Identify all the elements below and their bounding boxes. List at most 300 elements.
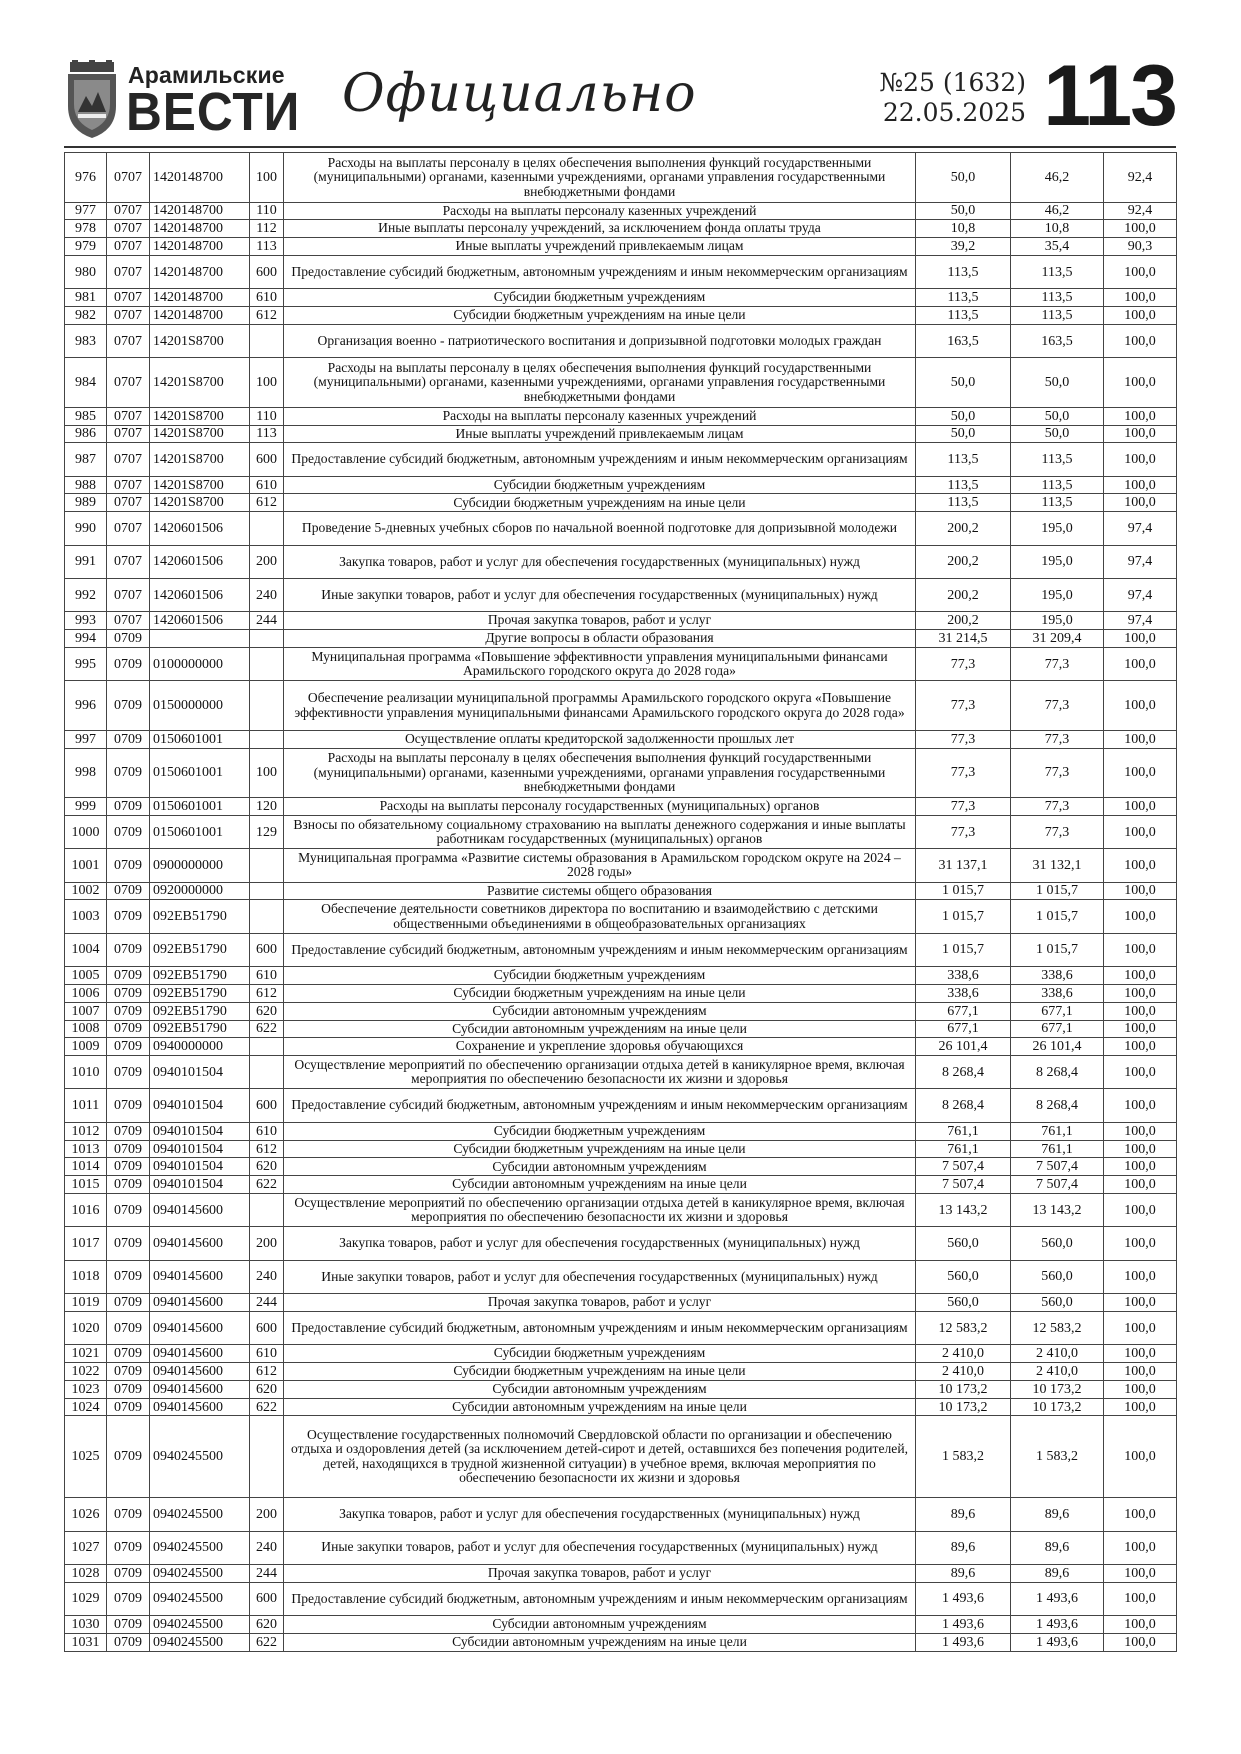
expense-type: 600 (250, 255, 284, 288)
table-row (65, 630, 1177, 648)
row-number: 1008 (65, 1020, 107, 1038)
row-number: 1031 (65, 1633, 107, 1651)
item-name: Предоставление субсидий бюджетным, автономным учреждениям и иным некоммерческим организациям (284, 1582, 916, 1615)
expense-type: 113 (250, 425, 284, 443)
executed-amount: 89,6 (1011, 1498, 1104, 1531)
planned-amount: 77,3 (916, 730, 1011, 748)
section-code: 0709 (107, 1020, 150, 1038)
execution-percent: 100,0 (1104, 984, 1177, 1002)
section-code: 0709 (107, 1564, 150, 1582)
executed-amount: 46,2 (1011, 153, 1104, 203)
table-row (65, 1294, 1177, 1312)
executed-amount: 50,0 (1011, 425, 1104, 443)
executed-amount: 2 410,0 (1011, 1345, 1104, 1363)
execution-percent: 100,0 (1104, 1194, 1177, 1227)
planned-amount: 560,0 (916, 1294, 1011, 1312)
expense-type: 244 (250, 1564, 284, 1582)
executed-amount: 560,0 (1011, 1227, 1104, 1260)
planned-amount: 8 268,4 (916, 1089, 1011, 1122)
expense-type: 244 (250, 1294, 284, 1312)
expense-type (250, 647, 284, 680)
section-code: 0709 (107, 681, 150, 731)
item-name: Субсидии бюджетным учреждениям (284, 1345, 916, 1363)
table-row (65, 933, 1177, 966)
issue-number: №25 (1632) (879, 68, 1026, 97)
execution-percent: 100,0 (1104, 882, 1177, 900)
section-code: 0709 (107, 1531, 150, 1564)
planned-amount: 200,2 (916, 612, 1011, 630)
target-article: 0940245500 (150, 1531, 250, 1564)
executed-amount: 77,3 (1011, 647, 1104, 680)
section-code: 0707 (107, 425, 150, 443)
target-article: 092ЕВ51790 (150, 1002, 250, 1020)
planned-amount: 200,2 (916, 578, 1011, 611)
item-name: Субсидии бюджетным учреждениям (284, 1122, 916, 1140)
execution-percent: 100,0 (1104, 1056, 1177, 1089)
table-row (65, 1002, 1177, 1020)
target-article: 1420148700 (150, 153, 250, 203)
item-name: Субсидии бюджетным учреждениям на иные цели (284, 984, 916, 1002)
executed-amount: 195,0 (1011, 578, 1104, 611)
masthead (64, 48, 1176, 144)
planned-amount: 677,1 (916, 1002, 1011, 1020)
section-code: 0709 (107, 967, 150, 985)
target-article: 1420601506 (150, 612, 250, 630)
expense-type: 622 (250, 1398, 284, 1416)
section-code: 0707 (107, 307, 150, 325)
row-number: 1001 (65, 849, 107, 882)
row-number: 993 (65, 612, 107, 630)
planned-amount: 50,0 (916, 202, 1011, 220)
table-row (65, 1194, 1177, 1227)
row-number: 1012 (65, 1122, 107, 1140)
section-code: 0707 (107, 324, 150, 357)
executed-amount: 77,3 (1011, 815, 1104, 848)
executed-amount: 113,5 (1011, 307, 1104, 325)
expense-type (250, 1416, 284, 1498)
target-article: 092ЕВ51790 (150, 984, 250, 1002)
row-number: 1026 (65, 1498, 107, 1531)
expense-type: 612 (250, 307, 284, 325)
expense-type: 113 (250, 238, 284, 256)
executed-amount: 77,3 (1011, 681, 1104, 731)
item-name: Прочая закупка товаров, работ и услуг (284, 612, 916, 630)
row-number: 996 (65, 681, 107, 731)
executed-amount: 31 209,4 (1011, 630, 1104, 648)
row-number: 979 (65, 238, 107, 256)
table-row (65, 1416, 1177, 1498)
item-name: Осуществление мероприятий по обеспечению организации отдыха детей в каникулярное время, включая мероприятия по обеспечению безопасности их жизни и здоровья (284, 1194, 916, 1227)
table-row (65, 1582, 1177, 1615)
table-row (65, 545, 1177, 578)
row-number: 989 (65, 494, 107, 512)
budget-table-container (64, 152, 1176, 1652)
execution-percent: 90,3 (1104, 238, 1177, 256)
execution-percent: 100,0 (1104, 647, 1177, 680)
executed-amount: 113,5 (1011, 289, 1104, 307)
item-name: Закупка товаров, работ и услуг для обеспечения государственных (муниципальных) нужд (284, 545, 916, 578)
table-row (65, 849, 1177, 882)
planned-amount: 761,1 (916, 1140, 1011, 1158)
item-name: Муниципальная программа «Развитие системы образования в Арамильском городском округе на 2024 – 2028 годы» (284, 849, 916, 882)
executed-amount: 338,6 (1011, 984, 1104, 1002)
table-row (65, 358, 1177, 408)
planned-amount: 113,5 (916, 476, 1011, 494)
section-code: 0707 (107, 612, 150, 630)
table-row (65, 1616, 1177, 1634)
section-code: 0709 (107, 1345, 150, 1363)
row-number: 1017 (65, 1227, 107, 1260)
execution-percent: 100,0 (1104, 1380, 1177, 1398)
item-name: Расходы на выплаты персоналу казенных учреждений (284, 407, 916, 425)
planned-amount: 7 507,4 (916, 1158, 1011, 1176)
executed-amount: 46,2 (1011, 202, 1104, 220)
expense-type: 244 (250, 612, 284, 630)
section-code: 0707 (107, 358, 150, 408)
expense-type (250, 681, 284, 731)
item-name: Иные закупки товаров, работ и услуг для обеспечения государственных (муниципальных) нужд (284, 578, 916, 611)
item-name: Предоставление субсидий бюджетным, автономным учреждениям и иным некоммерческим организациям (284, 443, 916, 476)
section-code: 0709 (107, 1311, 150, 1344)
planned-amount: 13 143,2 (916, 1194, 1011, 1227)
execution-percent: 100,0 (1104, 1616, 1177, 1634)
execution-percent: 100,0 (1104, 425, 1177, 443)
item-name: Прочая закупка товаров, работ и услуг (284, 1564, 916, 1582)
row-number: 998 (65, 748, 107, 798)
executed-amount: 195,0 (1011, 545, 1104, 578)
executed-amount: 77,3 (1011, 730, 1104, 748)
row-number: 988 (65, 476, 107, 494)
executed-amount: 677,1 (1011, 1020, 1104, 1038)
planned-amount: 39,2 (916, 238, 1011, 256)
logo-line-2: ВЕСТИ (126, 82, 301, 142)
section-code: 0707 (107, 512, 150, 545)
table-row (65, 1345, 1177, 1363)
row-number: 987 (65, 443, 107, 476)
planned-amount: 89,6 (916, 1531, 1011, 1564)
table-row (65, 220, 1177, 238)
section-code: 0709 (107, 1227, 150, 1260)
item-name: Иные закупки товаров, работ и услуг для обеспечения государственных (муниципальных) нужд (284, 1531, 916, 1564)
section-code: 0709 (107, 1633, 150, 1651)
target-article: 1420148700 (150, 238, 250, 256)
target-article: 092ЕВ51790 (150, 933, 250, 966)
expense-type: 240 (250, 578, 284, 611)
expense-type: 200 (250, 1498, 284, 1531)
table-row (65, 984, 1177, 1002)
expense-type (250, 1056, 284, 1089)
executed-amount: 10 173,2 (1011, 1398, 1104, 1416)
section-code: 0709 (107, 647, 150, 680)
table-row (65, 1398, 1177, 1416)
execution-percent: 100,0 (1104, 1416, 1177, 1498)
executed-amount: 2 410,0 (1011, 1363, 1104, 1381)
target-article: 0940101504 (150, 1056, 250, 1089)
executed-amount: 338,6 (1011, 967, 1104, 985)
target-article: 0150601001 (150, 815, 250, 848)
item-name: Предоставление субсидий бюджетным, автономным учреждениям и иным некоммерческим организациям (284, 933, 916, 966)
section-code: 0709 (107, 1363, 150, 1381)
target-article: 0940145600 (150, 1363, 250, 1381)
expense-type: 200 (250, 545, 284, 578)
newspaper-logo[interactable] (64, 60, 301, 142)
executed-amount: 50,0 (1011, 358, 1104, 408)
table-row (65, 202, 1177, 220)
row-number: 1016 (65, 1194, 107, 1227)
execution-percent: 100,0 (1104, 1498, 1177, 1531)
expense-type: 200 (250, 1227, 284, 1260)
execution-percent: 100,0 (1104, 630, 1177, 648)
planned-amount: 1 493,6 (916, 1582, 1011, 1615)
item-name: Субсидии автономным учреждениям (284, 1158, 916, 1176)
execution-percent: 100,0 (1104, 1398, 1177, 1416)
table-row (65, 967, 1177, 985)
section-code: 0709 (107, 1294, 150, 1312)
table-row (65, 1038, 1177, 1056)
item-name: Иные выплаты учреждений привлекаемым лицам (284, 238, 916, 256)
row-number: 1009 (65, 1038, 107, 1056)
execution-percent: 100,0 (1104, 748, 1177, 798)
planned-amount: 2 410,0 (916, 1345, 1011, 1363)
expense-type (250, 630, 284, 648)
target-article: 1420148700 (150, 220, 250, 238)
item-name: Субсидии бюджетным учреждениям (284, 967, 916, 985)
execution-percent: 92,4 (1104, 202, 1177, 220)
row-number: 990 (65, 512, 107, 545)
target-article: 0940101504 (150, 1089, 250, 1122)
table-row (65, 1056, 1177, 1089)
executed-amount: 89,6 (1011, 1564, 1104, 1582)
table-row (65, 153, 1177, 203)
table-row (65, 900, 1177, 933)
target-article (150, 630, 250, 648)
expense-type: 612 (250, 494, 284, 512)
executed-amount: 195,0 (1011, 612, 1104, 630)
row-number: 978 (65, 220, 107, 238)
row-number: 992 (65, 578, 107, 611)
section-code: 0709 (107, 1260, 150, 1293)
execution-percent: 100,0 (1104, 1089, 1177, 1122)
row-number: 1004 (65, 933, 107, 966)
table-row (65, 1260, 1177, 1293)
item-name: Иные закупки товаров, работ и услуг для обеспечения государственных (муниципальных) нужд (284, 1260, 916, 1293)
planned-amount: 113,5 (916, 443, 1011, 476)
executed-amount: 7 507,4 (1011, 1176, 1104, 1194)
row-number: 977 (65, 202, 107, 220)
expense-type (250, 882, 284, 900)
expense-type: 110 (250, 407, 284, 425)
execution-percent: 100,0 (1104, 358, 1177, 408)
planned-amount: 26 101,4 (916, 1038, 1011, 1056)
executed-amount: 77,3 (1011, 748, 1104, 798)
executed-amount: 31 132,1 (1011, 849, 1104, 882)
row-number: 991 (65, 545, 107, 578)
row-number: 1010 (65, 1056, 107, 1089)
item-name: Субсидии автономным учреждениям на иные цели (284, 1398, 916, 1416)
execution-percent: 100,0 (1104, 1311, 1177, 1344)
item-name: Субсидии бюджетным учреждениям на иные цели (284, 494, 916, 512)
executed-amount: 1 015,7 (1011, 900, 1104, 933)
planned-amount: 163,5 (916, 324, 1011, 357)
planned-amount: 1 493,6 (916, 1633, 1011, 1651)
expense-type: 100 (250, 358, 284, 408)
executed-amount: 1 583,2 (1011, 1416, 1104, 1498)
execution-percent: 100,0 (1104, 1294, 1177, 1312)
section-code: 0709 (107, 933, 150, 966)
expense-type: 600 (250, 933, 284, 966)
executed-amount: 10 173,2 (1011, 1380, 1104, 1398)
row-number: 994 (65, 630, 107, 648)
item-name: Обеспечение реализации муниципальной программы Арамильского городского округа «Повышение эффективности управления муниципальными финансами Арамильского городского округа до 2028 года» (284, 681, 916, 731)
section-code: 0709 (107, 630, 150, 648)
item-name: Субсидии бюджетным учреждениям (284, 476, 916, 494)
table-row (65, 681, 1177, 731)
planned-amount: 1 583,2 (916, 1416, 1011, 1498)
target-article: 0940145600 (150, 1311, 250, 1344)
table-row (65, 647, 1177, 680)
row-number: 1005 (65, 967, 107, 985)
execution-percent: 100,0 (1104, 443, 1177, 476)
table-row (65, 1380, 1177, 1398)
target-article: 1420601506 (150, 512, 250, 545)
target-article: 0940245500 (150, 1416, 250, 1498)
planned-amount: 77,3 (916, 748, 1011, 798)
expense-type: 600 (250, 1089, 284, 1122)
item-name: Осуществление мероприятий по обеспечению организации отдыха детей в каникулярное время, включая мероприятия по обеспечению безопасности их жизни и здоровья (284, 1056, 916, 1089)
table-row (65, 324, 1177, 357)
section-code: 0709 (107, 1056, 150, 1089)
planned-amount: 338,6 (916, 984, 1011, 1002)
execution-percent: 100,0 (1104, 967, 1177, 985)
planned-amount: 761,1 (916, 1122, 1011, 1140)
row-number: 1006 (65, 984, 107, 1002)
item-name: Закупка товаров, работ и услуг для обеспечения государственных (муниципальных) нужд (284, 1227, 916, 1260)
expense-type: 120 (250, 798, 284, 816)
row-number: 981 (65, 289, 107, 307)
expense-type: 100 (250, 748, 284, 798)
table-row (65, 1531, 1177, 1564)
execution-percent: 100,0 (1104, 849, 1177, 882)
item-name: Субсидии бюджетным учреждениям (284, 289, 916, 307)
executed-amount: 1 493,6 (1011, 1633, 1104, 1651)
row-number: 1013 (65, 1140, 107, 1158)
item-name: Расходы на выплаты персоналу в целях обеспечения выполнения функций государственными (муниципальными) органами, казенными учреждениями, органами управления государственными внебюджетными фондами (284, 748, 916, 798)
planned-amount: 677,1 (916, 1020, 1011, 1038)
planned-amount: 113,5 (916, 255, 1011, 288)
table-row (65, 476, 1177, 494)
expense-type (250, 512, 284, 545)
row-number: 1030 (65, 1616, 107, 1634)
expense-type: 610 (250, 1122, 284, 1140)
table-row (65, 494, 1177, 512)
execution-percent: 97,4 (1104, 612, 1177, 630)
item-name: Взносы по обязательному социальному страхованию на выплаты денежного содержания и иные выплаты работникам государственных (муниципальных) органов (284, 815, 916, 848)
section-code: 0707 (107, 238, 150, 256)
execution-percent: 100,0 (1104, 900, 1177, 933)
executed-amount: 560,0 (1011, 1260, 1104, 1293)
executed-amount: 560,0 (1011, 1294, 1104, 1312)
section-code: 0709 (107, 815, 150, 848)
row-number: 1029 (65, 1582, 107, 1615)
section-code: 0707 (107, 545, 150, 578)
section-code: 0707 (107, 220, 150, 238)
planned-amount: 560,0 (916, 1260, 1011, 1293)
target-article: 0150601001 (150, 730, 250, 748)
planned-amount: 8 268,4 (916, 1056, 1011, 1089)
row-number: 1027 (65, 1531, 107, 1564)
section-code: 0709 (107, 1616, 150, 1634)
item-name: Прочая закупка товаров, работ и услуг (284, 1294, 916, 1312)
section-code: 0709 (107, 1158, 150, 1176)
expense-type: 240 (250, 1531, 284, 1564)
coat-of-arms-icon (64, 60, 120, 140)
expense-type: 622 (250, 1176, 284, 1194)
target-article: 0940145600 (150, 1380, 250, 1398)
row-number: 1018 (65, 1260, 107, 1293)
row-number: 997 (65, 730, 107, 748)
row-number: 995 (65, 647, 107, 680)
table-row (65, 238, 1177, 256)
target-article: 0940245500 (150, 1498, 250, 1531)
row-number: 1023 (65, 1380, 107, 1398)
item-name: Расходы на выплаты персоналу государственных (муниципальных) органов (284, 798, 916, 816)
section-code: 0709 (107, 849, 150, 882)
expense-type: 600 (250, 1311, 284, 1344)
table-row (65, 578, 1177, 611)
planned-amount: 50,0 (916, 358, 1011, 408)
section-code: 0707 (107, 476, 150, 494)
row-number: 983 (65, 324, 107, 357)
item-name: Субсидии бюджетным учреждениям на иные цели (284, 1140, 916, 1158)
section-code: 0707 (107, 407, 150, 425)
target-article: 14201S8700 (150, 358, 250, 408)
item-name: Иные выплаты учреждений привлекаемым лицам (284, 425, 916, 443)
target-article: 0920000000 (150, 882, 250, 900)
planned-amount: 50,0 (916, 425, 1011, 443)
logo-line-1: Арамильские (128, 62, 285, 88)
execution-percent: 100,0 (1104, 1176, 1177, 1194)
section-code: 0709 (107, 1416, 150, 1498)
expense-type (250, 730, 284, 748)
row-number: 1002 (65, 882, 107, 900)
target-article: 1420601506 (150, 545, 250, 578)
issue-info (879, 68, 1026, 128)
item-name: Расходы на выплаты персоналу в целях обеспечения выполнения функций государственными (муниципальными) органами, казенными учреждениями, органами управления государственными внебюджетными фондами (284, 153, 916, 203)
target-article: 14201S8700 (150, 443, 250, 476)
target-article: 0940101504 (150, 1158, 250, 1176)
executed-amount: 13 143,2 (1011, 1194, 1104, 1227)
table-row (65, 289, 1177, 307)
section-code: 0707 (107, 578, 150, 611)
target-article: 0940245500 (150, 1616, 250, 1634)
expense-type: 612 (250, 1363, 284, 1381)
executed-amount: 677,1 (1011, 1002, 1104, 1020)
item-name: Развитие системы общего образования (284, 882, 916, 900)
target-article: 0150601001 (150, 748, 250, 798)
table-row (65, 443, 1177, 476)
planned-amount: 10 173,2 (916, 1398, 1011, 1416)
expense-type: 620 (250, 1158, 284, 1176)
execution-percent: 100,0 (1104, 494, 1177, 512)
planned-amount: 50,0 (916, 407, 1011, 425)
item-name: Предоставление субсидий бюджетным, автономным учреждениям и иным некоммерческим организациям (284, 1311, 916, 1344)
row-number: 1000 (65, 815, 107, 848)
section-code: 0707 (107, 255, 150, 288)
expense-type: 600 (250, 443, 284, 476)
expense-type: 610 (250, 1345, 284, 1363)
execution-percent: 100,0 (1104, 255, 1177, 288)
expense-type: 610 (250, 967, 284, 985)
